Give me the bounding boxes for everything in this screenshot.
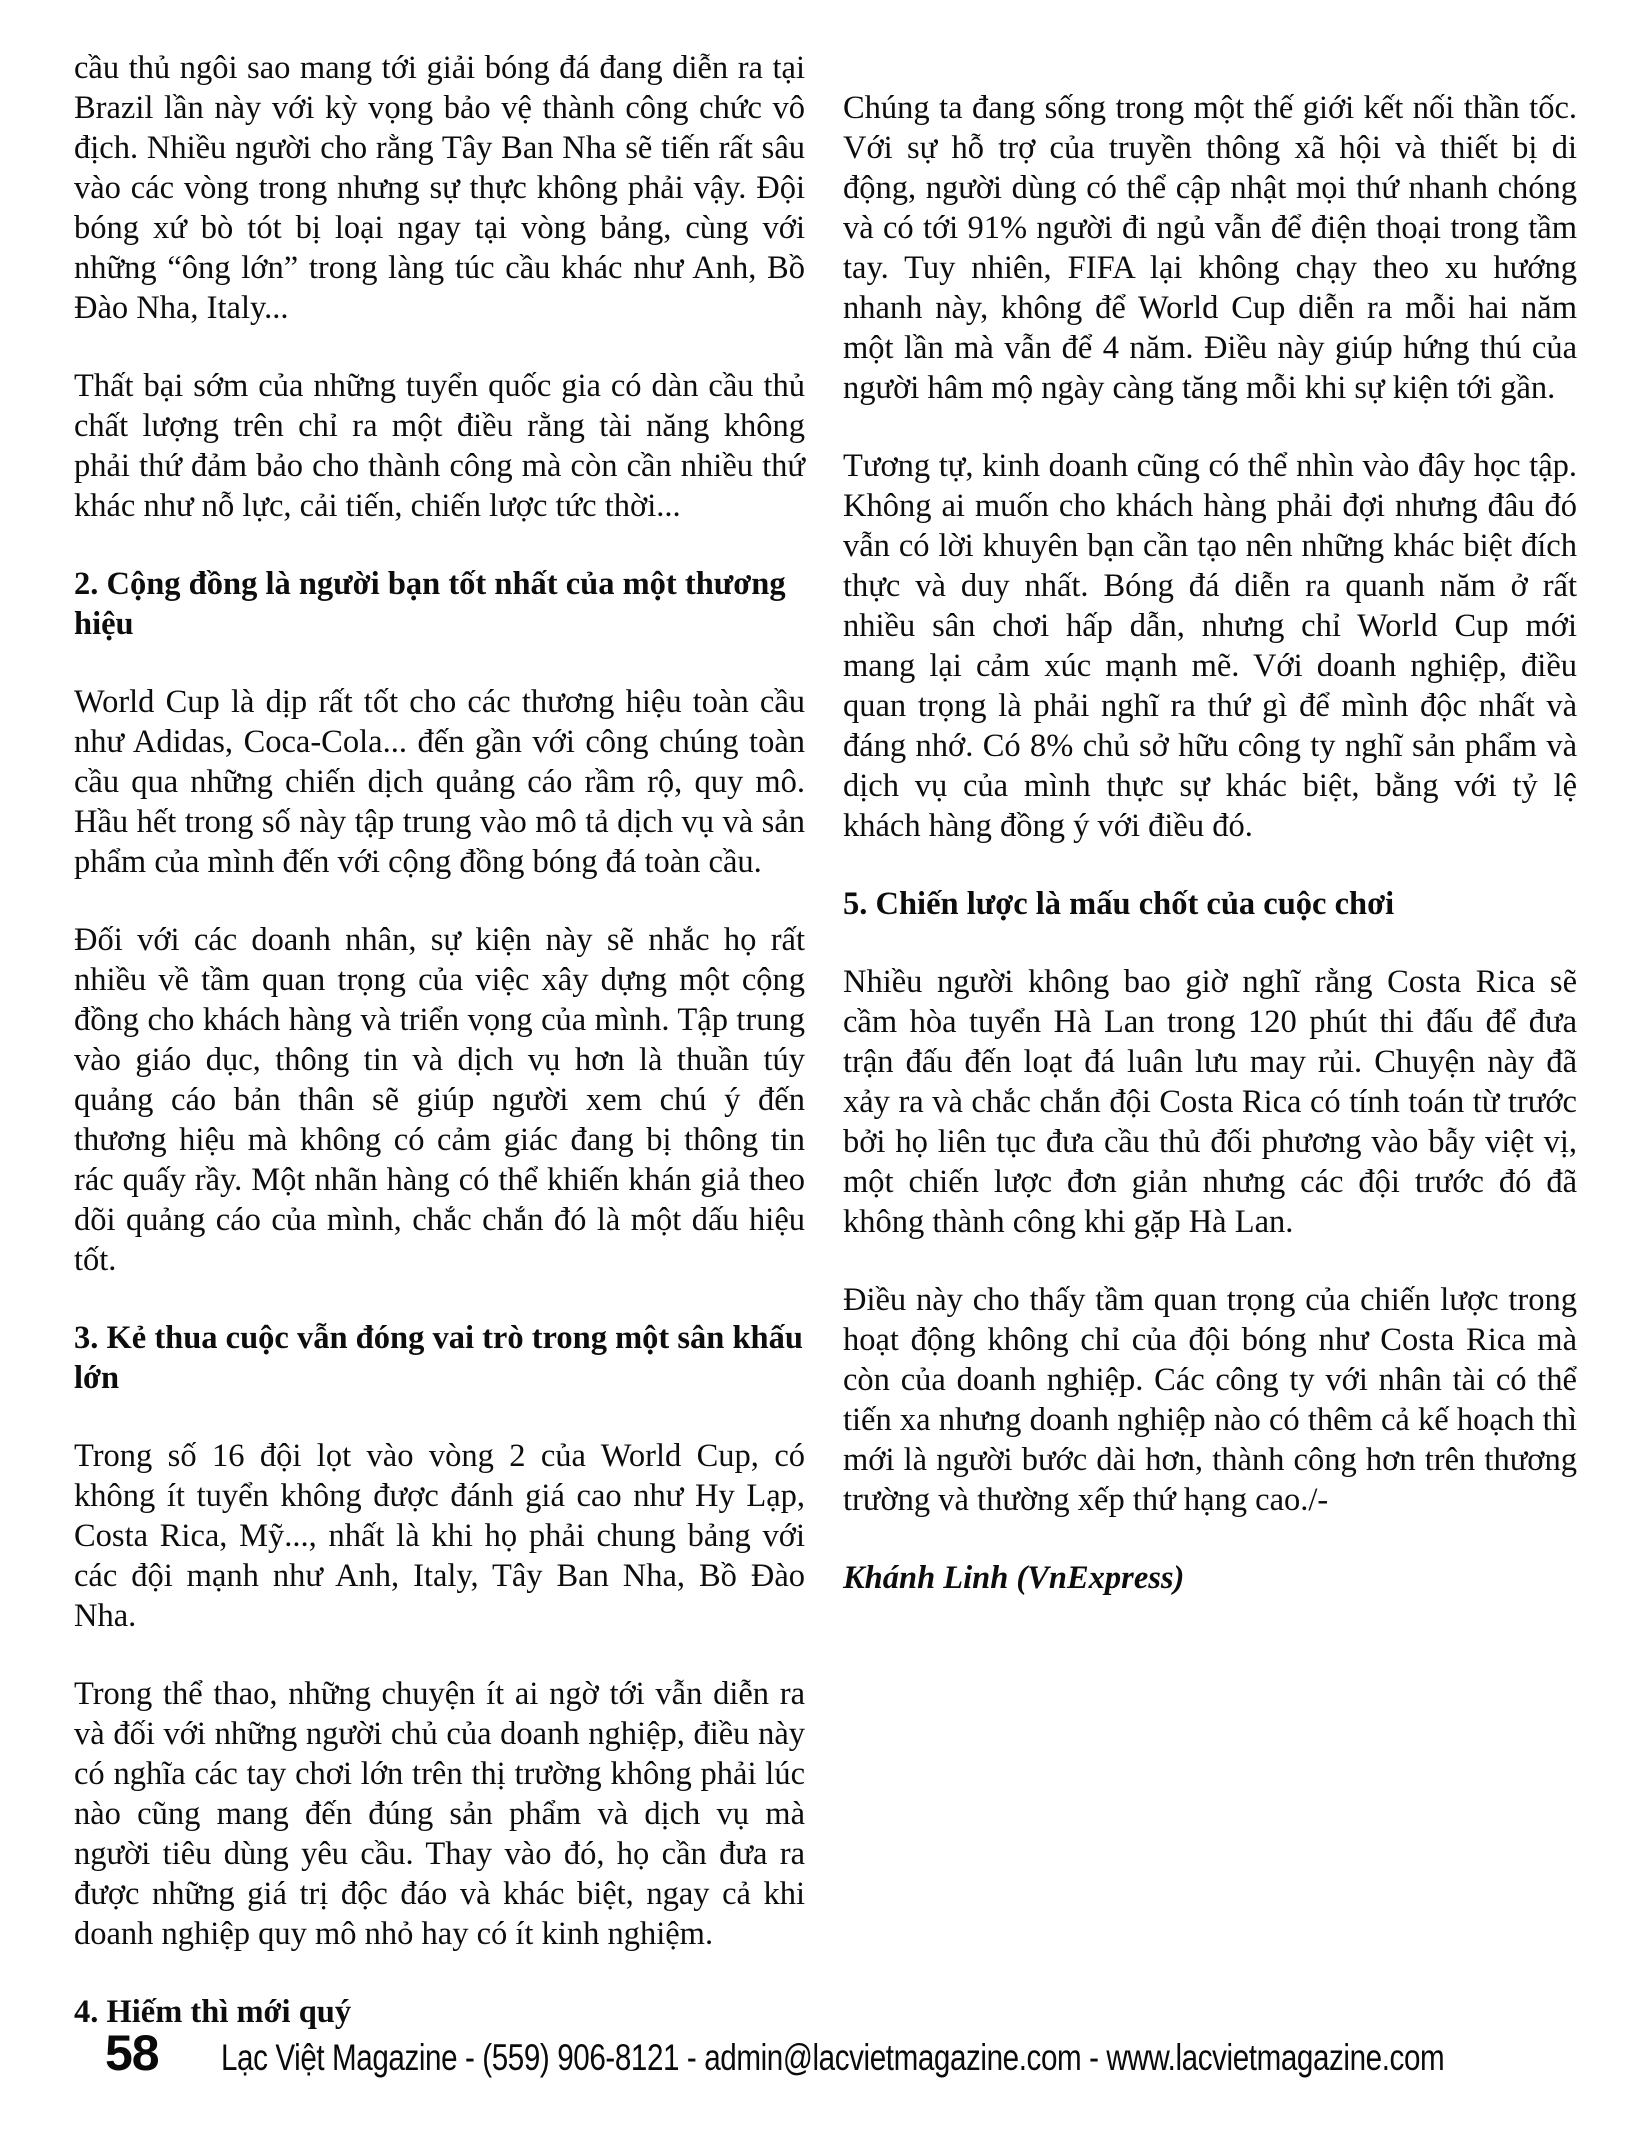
page-number: 58 [105,2025,159,2081]
article-body [74,48,1577,2070]
paragraph: Trong số 16 đội lọt vào vòng 2 của World Cup, có không ít tuyển không được đánh giá cao như Hy Lạp, Costa Rica, Mỹ..., nhất là khi họ phải chung bảng với các đội mạnh như Anh, Italy, Tây Ban Nha, Bồ Đào Nha. [74,1438,805,1634]
paragraph: World Cup là dịp rất tốt cho các thương hiệu toàn cầu như Adidas, Coca-Cola... đến gần với công chúng toàn cầu qua những chiến dịch quảng cáo rầm rộ, quy mô. Hầu hết trong số này tập trung vào mô tả dịch vụ và sản phẩm của mình đến với cộng đồng bóng đá toàn cầu. [74,684,805,880]
section-heading-losers: 3. Kẻ thua cuộc vẫn đóng vai trò trong một sân khấu lớn [74,1320,803,1396]
footer-contact-info: Lạc Việt Magazine - (559) 906-8121 - admin@lacvietmagazine.com - www.lacvietmagazine.com [220,2037,1444,2078]
paragraph: Điều này cho thấy tầm quan trọng của chiến lược trong hoạt động không chỉ của đội bóng như Costa Rica mà còn của doanh nghiệp. Các công ty với nhân tài có thể tiến xa nhưng doanh nghiệp nào có thêm cả kế hoạch thì mới là người bước dài hơn, thành công hơn trên thương trường và thường xếp thứ hạng cao./- [843,1282,1577,1518]
paragraph: Tương tự, kinh doanh cũng có thể nhìn vào đây học tập. Không ai muốn cho khách hàng phải đợi nhưng đâu đó vẫn có lời khuyên bạn cần tạo nên những khác biệt đích thực và duy nhất. Bóng đá diễn ra quanh năm ở rất nhiều sân chơi hấp dẫn, nhưng chỉ World Cup mới mang lại cảm xúc mạnh mẽ. Với doanh nghiệp, điều quan trọng là phải nghĩ ra thứ gì để mình độc nhất và đáng nhớ. Có 8% chủ sở hữu công ty nghĩ sản phẩm và dịch vụ của mình thực sự khác biệt, bằng với tỷ lệ khách hàng đồng ý với điều đó. [843,448,1577,844]
author-byline: Khánh Linh (VnExpress) [843,1560,1185,1596]
paragraph: Nhiều người không bao giờ nghĩ rằng Costa Rica sẽ cầm hòa tuyển Hà Lan trong 120 phút thi đấu để đưa trận đấu đến loạt đá luân lưu may rủi. Chuyện này đã xảy ra và chắc chắn đội Costa Rica có tính toán từ trước bởi họ liên tục đưa cầu thủ đối phương vào bẫy việt vị, một chiến lược đơn giản nhưng các đội trước đó đã không thành công khi gặp Hà Lan. [843,964,1577,1240]
section-heading-rarity: 4. Hiếm thì mới quý [74,1994,352,2030]
section-heading-strategy: 5. Chiến lược là mấu chốt của cuộc chơi [843,886,1395,922]
page-footer [105,2024,1650,2082]
left-column [74,48,805,2070]
paragraph: Thất bại sớm của những tuyển quốc gia có dàn cầu thủ chất lượng trên chỉ ra một điều rằng tài năng không phải thứ đảm bảo cho thành công mà còn cần nhiều thứ khác như nỗ lực, cải tiến, chiến lược tức thời... [74,368,805,524]
paragraph: Chúng ta đang sống trong một thế giới kết nối thần tốc. Với sự hỗ trợ của truyền thông xã hội và thiết bị di động, người dùng có thể cập nhật mọi thứ nhanh chóng và có tới 91% người đi ngủ vẫn để điện thoại trong tầm tay. Tuy nhiên, FIFA lại không chạy theo xu hướng nhanh này, không để World Cup diễn ra mỗi hai năm một lần mà vẫn để 4 năm. Điều này giúp hứng thú của người hâm mộ ngày càng tăng mỗi khi sự kiện tới gần. [843,90,1577,406]
paragraph: Đối với các doanh nhân, sự kiện này sẽ nhắc họ rất nhiều về tầm quan trọng của việc xây dựng một cộng đồng cho khách hàng và triển vọng của mình. Tập trung vào giáo dục, thông tin và dịch vụ hơn là thuần túy quảng cáo bản thân sẽ giúp người xem chú ý đến thương hiệu mà không có cảm giác đang bị thông tin rác quấy rầy. Một nhãn hàng có thể khiến khán giả theo dõi quảng cáo của mình, chắc chắn đó là một dấu hiệu tốt. [74,922,805,1278]
paragraph: Trong thể thao, những chuyện ít ai ngờ tới vẫn diễn ra và đối với những người chủ của doanh nghiệp, điều này có nghĩa các tay chơi lớn trên thị trường không phải lúc nào cũng mang đến đúng sản phẩm và dịch vụ mà người tiêu dùng yêu cầu. Thay vào đó, họ cần đưa ra được những giá trị độc đáo và khác biệt, ngay cả khi doanh nghiệp quy mô nhỏ hay có ít kinh nghiệm. [74,1676,805,1952]
section-heading-community: 2. Cộng đồng là người bạn tốt nhất của một thương hiệu [74,566,786,642]
paragraph: cầu thủ ngôi sao mang tới giải bóng đá đang diễn ra tại Brazil lần này với kỳ vọng bảo vệ thành công chức vô địch. Nhiều người cho rằng Tây Ban Nha sẽ tiến rất sâu vào các vòng trong nhưng sự thực không phải vậy. Đội bóng xứ bò tót bị loại ngay tại vòng bảng, cùng với những “ông lớn” trong làng túc cầu khác như Anh, Bồ Đào Nha, Italy... [74,50,805,326]
right-column [843,48,1577,2070]
